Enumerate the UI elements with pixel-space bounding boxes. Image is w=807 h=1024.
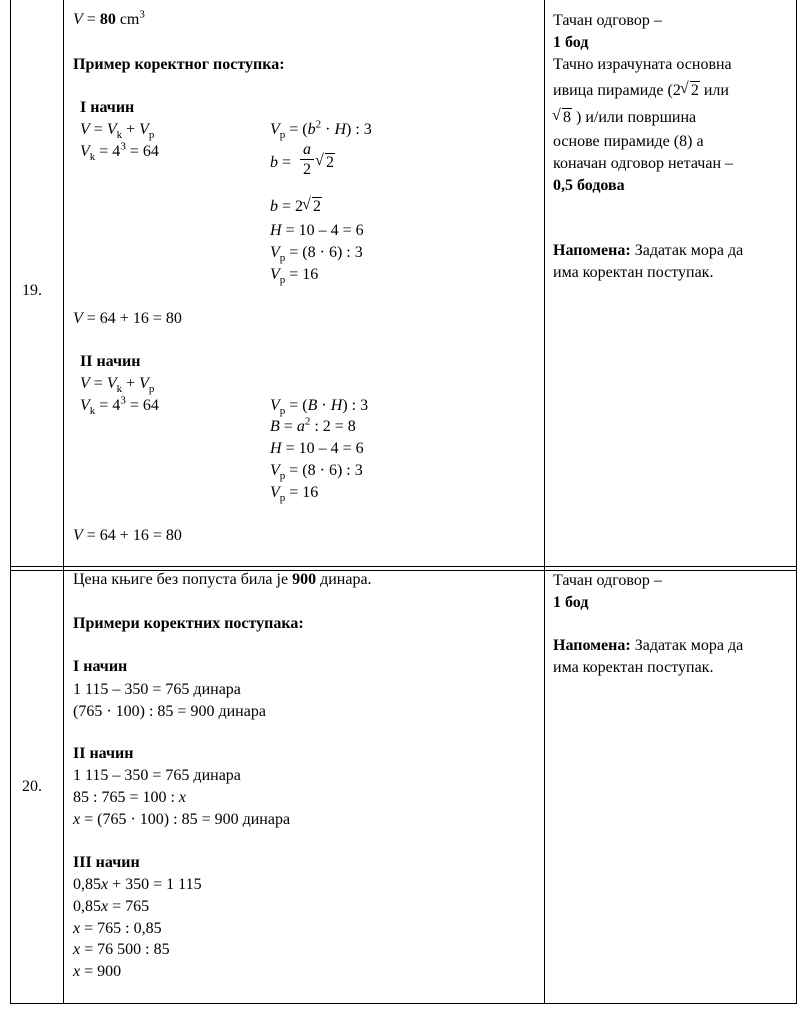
formula-line: x = (765 · 100) : 85 = 900 динара <box>73 811 291 828</box>
table-border-bottom <box>10 1003 797 1004</box>
formula-line: 1 115 – 350 = 765 динара <box>73 681 241 698</box>
table-divider-grading <box>544 0 545 1004</box>
example-heading: Примери коректних поступака: <box>73 615 304 632</box>
fraction: $\frac{a}{2}$ <box>300 141 314 180</box>
answer-line: Цена књиге без попуста била је 900 динара. <box>73 571 372 588</box>
formula-line: $V = V_k + V_p$ <box>80 121 155 142</box>
method-title: II начин <box>80 353 141 370</box>
grading-note: има коректан поступак. <box>553 264 714 281</box>
method-title: I начин <box>73 658 128 675</box>
grading-text: коначан одговор нетачан – <box>553 155 734 172</box>
grading-note: Напомена: Задатак мора да <box>553 242 744 259</box>
grading-point: 1 бод <box>553 594 589 611</box>
grading-text: основе пирамиде (8) а <box>553 133 704 150</box>
example-heading: Пример коректног поступка: <box>73 56 285 73</box>
grading-note: има коректан поступак. <box>553 659 714 676</box>
formula-line: 0,85x = 765 <box>73 898 150 915</box>
sqrt-expression: √ 2 <box>316 153 335 173</box>
formula-line: $V_p = 16$ <box>270 266 319 287</box>
formula-line: x = 76 500 : 85 <box>73 941 170 958</box>
row-separator <box>10 566 797 567</box>
table-border-left <box>10 0 11 1004</box>
table-divider-num <box>63 0 64 1004</box>
grading-point: 1 бод <box>553 34 589 51</box>
formula-line: b = <box>270 154 292 171</box>
formula-line: $V = V_k + V_p$ <box>80 375 155 396</box>
method-title: II начин <box>73 745 134 762</box>
row-number: 20. <box>22 778 42 795</box>
grading-text: ивица пирамиде (2√ 2 или <box>553 81 729 101</box>
formula-line: H = 10 – 4 = 6 <box>270 440 364 457</box>
answer-line: V = 80 $cm^3$ <box>73 8 145 28</box>
grading-text: √ 8 ) и/или површина <box>553 108 696 128</box>
formula-line: $V_p = (B \cdot H)$ : 3 <box>270 397 369 418</box>
formula-line: $V_k = 4^3 = 64$ <box>80 394 159 418</box>
formula-line: $V_p = (8 \cdot 6)$ : 3 <box>270 244 363 265</box>
formula-line: 0,85x + 350 = 1 115 <box>73 876 202 893</box>
row-number: 19. <box>22 282 42 299</box>
formula-line: H = 10 – 4 = 6 <box>270 222 364 239</box>
formula-line: 1 115 – 350 = 765 динара <box>73 767 241 784</box>
method-title: III начин <box>73 854 140 871</box>
formula-line: x = 765 : 0,85 <box>73 920 162 937</box>
formula-line: x = 900 <box>73 963 122 980</box>
formula-line: 85 : 765 = 100 : x <box>73 789 187 806</box>
formula-line: V = 64 + 16 = 80 <box>73 527 182 544</box>
method-title: I начин <box>80 99 135 116</box>
formula-line: $V_p = 16$ <box>270 484 319 505</box>
grading-text: Тачно израчуната основна <box>553 56 732 73</box>
formula-line: $V_k = 4^3 = 64$ <box>80 140 159 164</box>
formula-line: $B = a^2$ : 2 = 8 <box>270 415 356 435</box>
grading-correct: Тачан одговор – <box>553 12 662 29</box>
formula-line: (765 · 100) : 85 = 900 динара <box>73 703 266 720</box>
grading-half-point: 0,5 бодова <box>553 177 625 194</box>
table-border-right <box>796 0 797 1004</box>
grading-note: Напомена: Задатак мора да <box>553 637 744 654</box>
formula-line: b = 2√ 2 <box>270 197 322 217</box>
formula-line: $V_p = (b^2 \cdot H)$ : 3 <box>270 118 372 142</box>
grading-correct: Тачан одговор – <box>553 572 662 589</box>
formula-line: V = 64 + 16 = 80 <box>73 310 182 327</box>
formula-line: $V_p = (8 \cdot 6)$ : 3 <box>270 462 363 483</box>
